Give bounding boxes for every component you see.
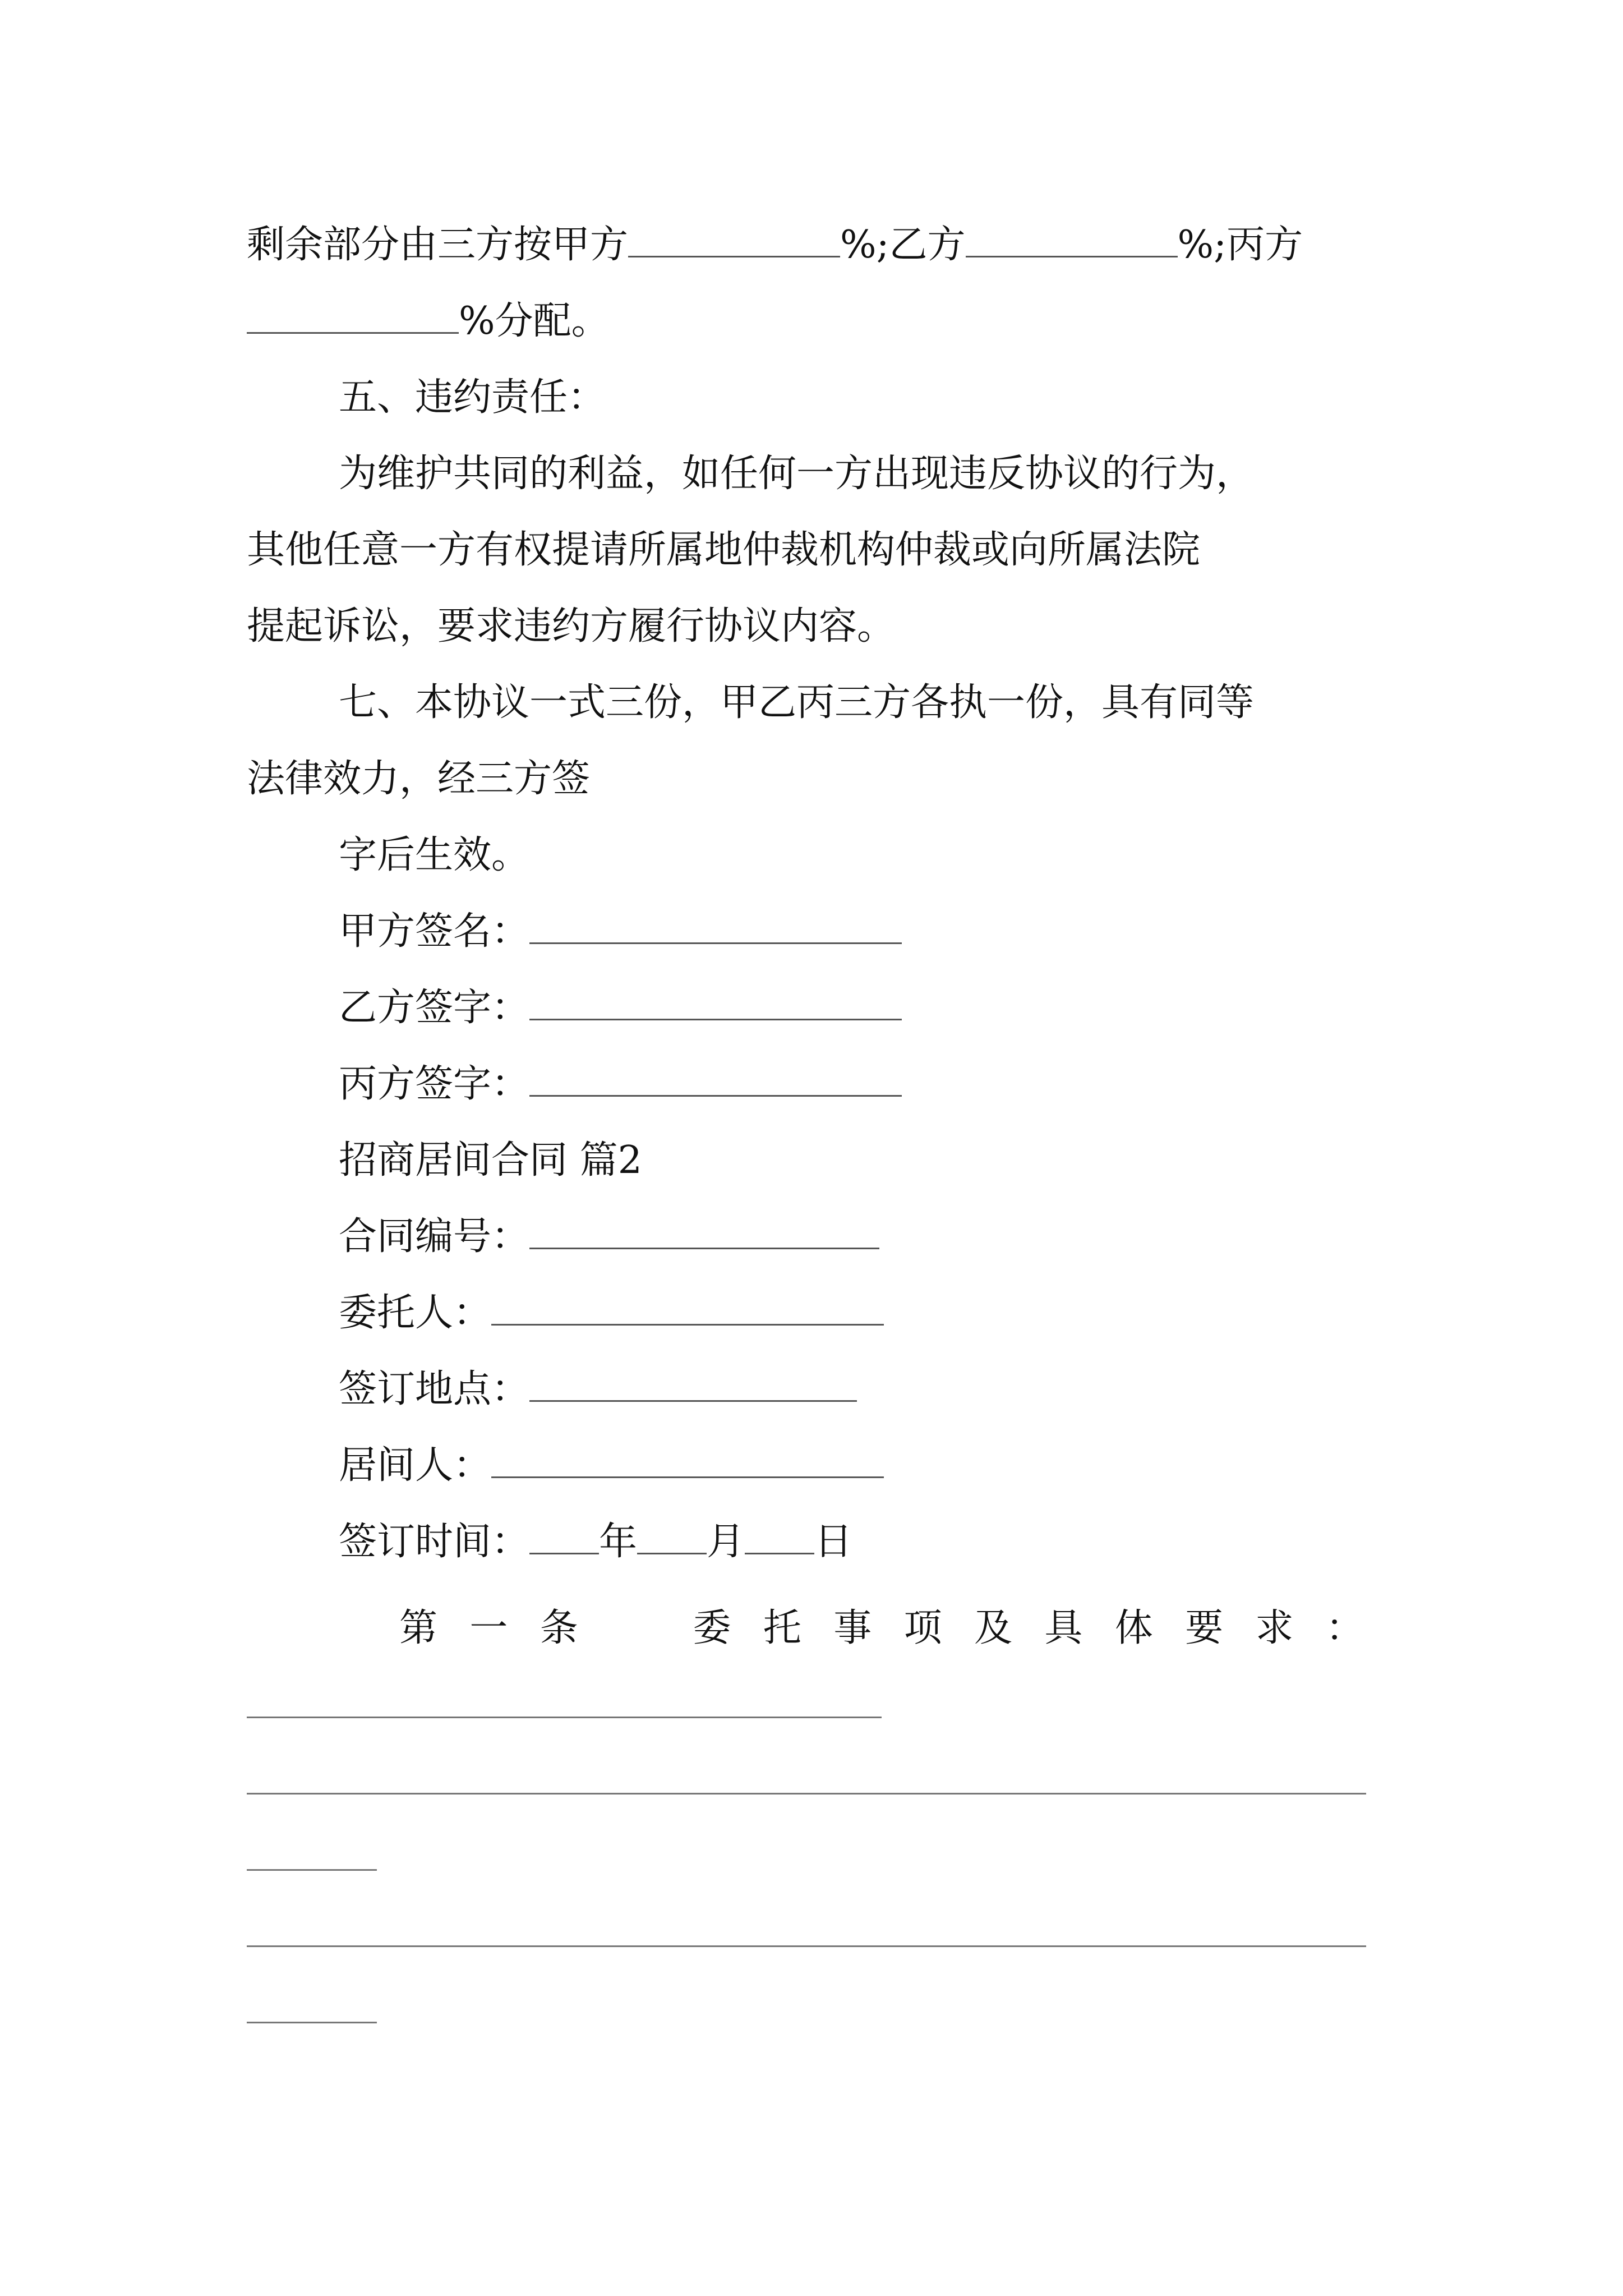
section7-line-3: 字后生效。 [339, 833, 530, 877]
party-b-signature-blank[interactable] [529, 985, 902, 1020]
article1-blank-line-3[interactable] [247, 1869, 377, 1871]
contract-number-blank[interactable] [529, 1214, 879, 1249]
share-clause-line-1 [247, 220, 1303, 270]
section5-title: 五、违约责任： [339, 375, 606, 420]
article1-blank-line-4[interactable] [247, 1945, 1366, 1947]
section5-line-1: 为维护共同的利益，如任何一方出现违反协议的行为， [339, 452, 1255, 496]
share-clause-text-b: %;乙方 [840, 223, 966, 267]
year-blank[interactable] [529, 1519, 599, 1554]
share-clause-text-end: %分配。 [459, 299, 610, 343]
intermediary-label: 居间人： [339, 1443, 492, 1488]
party-a-percent-blank[interactable] [628, 222, 840, 257]
share-clause-line-2 [247, 296, 610, 347]
article1-char: 托 [763, 1606, 801, 1650]
section5-line-2: 其他任意一方有权提请所属地仲裁机构仲裁或向所属法院 [247, 528, 1201, 572]
intermediary-blank[interactable] [491, 1443, 884, 1478]
article1-char: 体 [1114, 1606, 1153, 1650]
party-c-percent-blank[interactable] [247, 298, 459, 334]
party-c-signature-blank[interactable] [529, 1061, 902, 1097]
party-b-percent-blank[interactable] [966, 222, 1178, 257]
party-b-signature-label: 乙方签字： [339, 986, 530, 1030]
signing-place-row [339, 1364, 857, 1415]
article1-char: ： [1325, 1606, 1364, 1650]
article1-blank-line-1[interactable] [247, 1717, 882, 1718]
signing-time-row [339, 1517, 852, 1567]
article1-gap [610, 1603, 661, 1654]
signing-place-label: 签订地点： [339, 1367, 530, 1411]
party-a-signature-label: 甲方签名： [339, 909, 530, 954]
contract-number-row [339, 1212, 879, 1262]
article1-char: 第 [399, 1606, 438, 1650]
principal-blank[interactable] [491, 1290, 884, 1326]
article1-char: 及 [974, 1606, 1012, 1650]
principal-label: 委托人： [339, 1291, 492, 1335]
contract-number-label: 合同编号： [339, 1214, 530, 1259]
contract2-title: 招商居间合同 篇2 [339, 1138, 642, 1182]
signing-place-blank[interactable] [529, 1366, 857, 1402]
year-label: 年 [599, 1520, 638, 1564]
day-label: 日 [814, 1520, 853, 1564]
party-c-signature-label: 丙方签字： [339, 1062, 530, 1106]
article1-char: 具 [1044, 1606, 1083, 1650]
party-b-signature-row [339, 983, 902, 1033]
intermediary-row [339, 1441, 884, 1491]
share-clause-text-a: 剩余部分由三方按甲方 [247, 223, 629, 267]
signing-time-label: 签订时间： [339, 1520, 530, 1564]
article1-char: 条 [540, 1606, 578, 1650]
section7-line-2: 法律效力，经三方签 [247, 757, 591, 801]
share-clause-text-c: %;丙方 [1177, 223, 1303, 267]
article1-blank-line-5[interactable] [247, 2022, 377, 2023]
party-a-signature-blank[interactable] [529, 909, 902, 944]
article1-blank-line-2[interactable] [247, 1793, 1366, 1795]
section5-line-3: 提起诉讼，要求违约方履行协议内容。 [247, 604, 896, 648]
article1-char: 项 [903, 1606, 942, 1650]
article1-char: 一 [469, 1606, 508, 1650]
section7-line-1: 七、本协议一式三份，甲乙丙三方各执一份，具有同等 [339, 680, 1255, 725]
principal-row [339, 1288, 884, 1338]
party-a-signature-row [339, 907, 902, 957]
month-blank[interactable] [637, 1519, 707, 1554]
day-blank[interactable] [745, 1519, 814, 1554]
article1-char: 要 [1185, 1606, 1224, 1650]
article1-char: 事 [833, 1606, 872, 1650]
article1-char: 求 [1255, 1606, 1294, 1650]
party-c-signature-row [339, 1059, 902, 1110]
article1-heading [399, 1603, 1364, 1654]
article1-char: 委 [693, 1606, 731, 1650]
month-label: 月 [707, 1520, 745, 1564]
